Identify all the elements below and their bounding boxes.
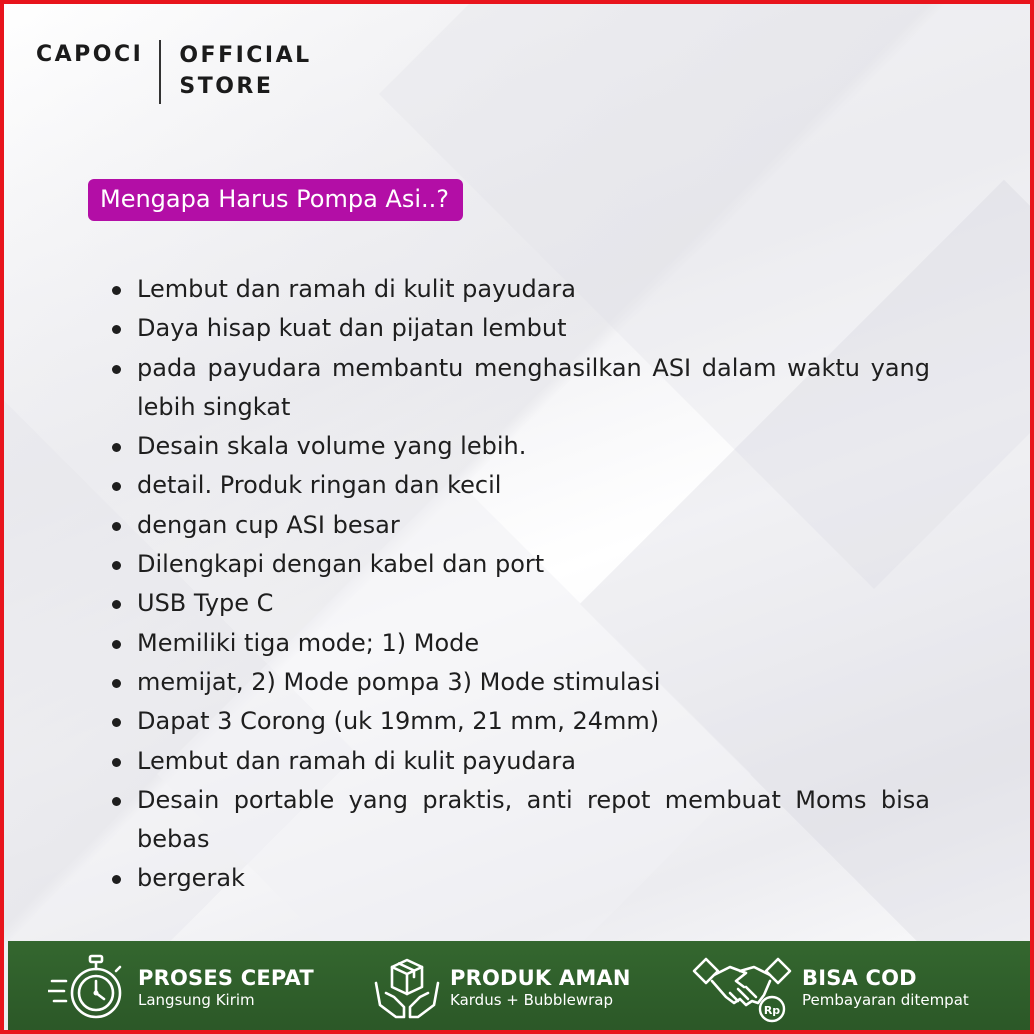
badge-title: BISA COD bbox=[802, 966, 917, 990]
feature-item: Dilengkapi dengan kabel dan port bbox=[110, 545, 930, 584]
badge-text bbox=[138, 966, 314, 1010]
brand-tagline-line2: STORE bbox=[179, 74, 274, 99]
brand-tagline-line1: OFFICIAL bbox=[179, 43, 312, 68]
brand-name: CAPOCI bbox=[36, 42, 144, 67]
feature-item: Desain portable yang praktis, anti repot membuat Moms bisa bebas bbox=[110, 781, 930, 860]
feature-item: Lembut dan ramah di kulit payudara bbox=[110, 742, 930, 781]
feature-item: USB Type C bbox=[110, 584, 930, 623]
feature-item: memijat, 2) Mode pompa 3) Mode stimulasi bbox=[110, 663, 930, 702]
badge-title: PRODUK AMAN bbox=[450, 966, 631, 990]
badge-text bbox=[450, 966, 631, 1010]
feature-item: Dapat 3 Corong (uk 19mm, 21 mm, 24mm) bbox=[110, 702, 930, 741]
feature-item: Memiliki tiga mode; 1) Mode bbox=[110, 624, 930, 663]
feature-item: dengan cup ASI besar bbox=[110, 506, 930, 545]
badge-subtitle: Pembayaran ditempat bbox=[802, 991, 969, 1009]
package-hands-icon bbox=[372, 953, 442, 1023]
badge-cod bbox=[690, 951, 969, 1025]
headline-badge: Mengapa Harus Pompa Asi..? bbox=[88, 179, 463, 221]
feature-item: Daya hisap kuat dan pijatan lembut bbox=[110, 309, 930, 348]
badge-fast-process bbox=[48, 953, 314, 1023]
feature-item: Desain skala volume yang lebih. bbox=[110, 427, 930, 466]
footer-bar bbox=[8, 941, 1034, 1034]
feature-item: pada payudara membantu menghasilkan ASI dalam waktu yang lebih singkat bbox=[110, 349, 930, 428]
feature-item: detail. Produk ringan dan kecil bbox=[110, 466, 930, 505]
brand-divider bbox=[159, 40, 161, 104]
feature-item: Lembut dan ramah di kulit payudara bbox=[110, 270, 930, 309]
badge-title: PROSES CEPAT bbox=[138, 966, 314, 990]
badge-subtitle: Langsung Kirim bbox=[138, 991, 255, 1009]
badge-safe-product bbox=[372, 953, 631, 1023]
brand-tagline bbox=[179, 40, 311, 102]
rupiah-badge-text: Rp bbox=[763, 1004, 781, 1017]
stopwatch-icon bbox=[48, 953, 130, 1023]
badge-subtitle: Kardus + Bubblewrap bbox=[450, 991, 614, 1009]
feature-item: bergerak bbox=[110, 859, 930, 898]
feature-list bbox=[110, 270, 930, 899]
badge-text bbox=[802, 966, 969, 1010]
brand-logo bbox=[36, 40, 312, 104]
handshake-icon bbox=[690, 951, 794, 1025]
